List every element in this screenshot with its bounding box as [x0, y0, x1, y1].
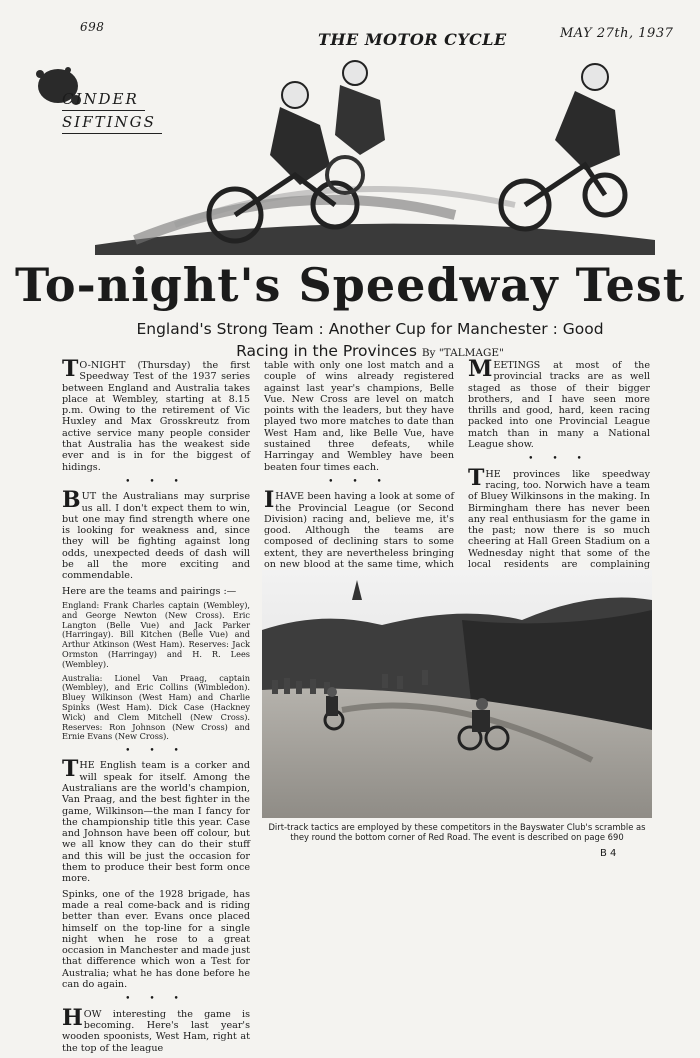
section-divider: • • • — [328, 476, 390, 487]
paragraph-text: HAVE been having a look at some of the Provincial League (or Second Division) racing and, believe me, it's good. Although the teams are composed of declining stars to some extent, they are nevertheless bringing on new blood at the same time, which — [264, 491, 454, 571]
drop-cap: T — [62, 756, 79, 783]
text-column-2 — [264, 360, 454, 586]
paragraph — [264, 487, 454, 581]
paragraph: table with only one lost match and a couple of wins already registered against last year's champions, Belle Vue. New Cross are level on match points with the leaders, but they have played two more matches to date than West Ham and, like Belle Vue, have sustained three defeats, while Harringay and Wembley have been beaten four times each. — [264, 360, 454, 473]
paragraph: Spinks, one of the 1928 brigade, has made a real come-back and is riding better than ever. Evans once placed himself on the top-line for a single night when he rose to a great occasion in Manchester and made just that difference which won a Test for Australia; what he has done before he can do again. — [62, 888, 250, 991]
paragraph — [62, 1004, 250, 1054]
section-divider: • • • — [125, 994, 187, 1005]
subtitle-line1: England's Strong Team : Another Cup for Manchester : Good — [136, 320, 604, 338]
byline: By "TALMAGE" — [421, 347, 504, 359]
subtitle-line2-text: Racing in the Provinces — [236, 342, 417, 360]
speedway-riders-illustration — [95, 55, 655, 255]
article-title: To-night's Speedway Test — [14, 258, 686, 312]
paragraph-text: O-NIGHT (Thursday) the first Speedway Test of the 1937 series between England and Australia takes place at Wembley, starting at 8.15 p.m. Owing to the retirement of Vic Huxley and Max Grosskreutz from active service many people consider that Australia has the weakest side ever and is in for the biggest of hidings. — [62, 360, 250, 473]
section-label-line2: SIFTINGS — [62, 111, 162, 134]
article-subtitle — [120, 318, 620, 364]
paragraph-text: UT the Australians may surprise us all. I don't expect them to win, but one may find strength where one is looking for weakness and, since they will be fighting against long odds, unexpected deeds of dash will be all the more exciting and commendable. — [62, 491, 250, 582]
drop-cap: T — [468, 464, 485, 491]
rider-2-figure — [327, 61, 385, 193]
paragraph — [62, 487, 250, 582]
team-england: England: Frank Charles captain (Wembley), and George Newton (New Cross). Eric Langton (Belle Vue) and Jack Parker (Harringay). Bill Kitchen (Belle Vue) and Arthur Atkinson (West Ham). Reserves: Jack Ormston (Harringay) and H. R. Lees (Wembley). — [62, 599, 250, 669]
paragraph: Here are the teams and pairings :— — [62, 585, 237, 597]
section-divider: • • • — [125, 476, 187, 487]
section-divider: • • • — [528, 454, 590, 465]
drop-cap: M — [468, 356, 493, 382]
magazine-masthead: THE MOTOR CYCLE — [318, 30, 507, 49]
paragraph-text: OW interesting the game is becoming. Here's last year's wooden spoonists, West Ham, right at the top of the league — [62, 1008, 250, 1054]
rider-3-figure — [501, 64, 625, 229]
drop-cap: H — [62, 1004, 83, 1031]
paragraph — [62, 756, 250, 885]
paragraph-text: EETINGS at most of the provincial tracks are as well staged as those of their bigger brothers, and I have seen more thrills and good, hard, keen racing packed into one Provincial League match than in many a National League show. — [468, 360, 650, 451]
scramble-photograph — [262, 570, 652, 818]
folio-number: B 4 — [600, 848, 617, 859]
paragraph — [468, 356, 650, 451]
photo-caption: Dirt-track tactics are employed by these competitors in the Bayswater Club's scramble as they round the bottom corner of Red Road. The event is described on page 690 — [268, 822, 646, 843]
issue-date: MAY 27th, 1937 — [560, 26, 674, 41]
section-divider: • • • — [125, 746, 187, 757]
section-label-line1: CINDER — [62, 88, 145, 111]
page-number: 698 — [80, 20, 105, 34]
drop-cap: T — [62, 356, 79, 382]
text-column-1 — [62, 356, 250, 1058]
paragraph — [62, 356, 250, 473]
paragraph-text: HE provinces like speedway racing, too. Norwich have a team of Bluey Wilkinsons in the making. In Birmingham there has never been any real enthusiasm for the game in the past; now there is so much cheering at Hall Green Stadium on a Wednesday night that some of the local residents are complaining — [468, 468, 650, 571]
paragraph-text: HE English team is a corker and will speak for itself. Among the Australians are the world's champion, Van Praag, and the best fighter in the game, Wilkinson—the man I fancy for the championship title this year. Case and Johnson have been off colour, but we all know they can do their stuff and this will be just the occasion for them to produce their best form once more. — [62, 760, 250, 885]
drop-cap: B — [62, 487, 81, 514]
drop-cap: I — [264, 487, 275, 514]
team-australia: Australia: Lionel Van Praag, captain (Wembley), and Eric Collins (Wimbledon). Bluey Wilkinson (West Ham) and Charlie Spinks (West Ham). Dick Case (Hackney Wick) and Clem Mitchell (New Cross). Reserves: Ron Johnson (New Cross) and Ernie Evans (New Cross). — [62, 672, 250, 742]
